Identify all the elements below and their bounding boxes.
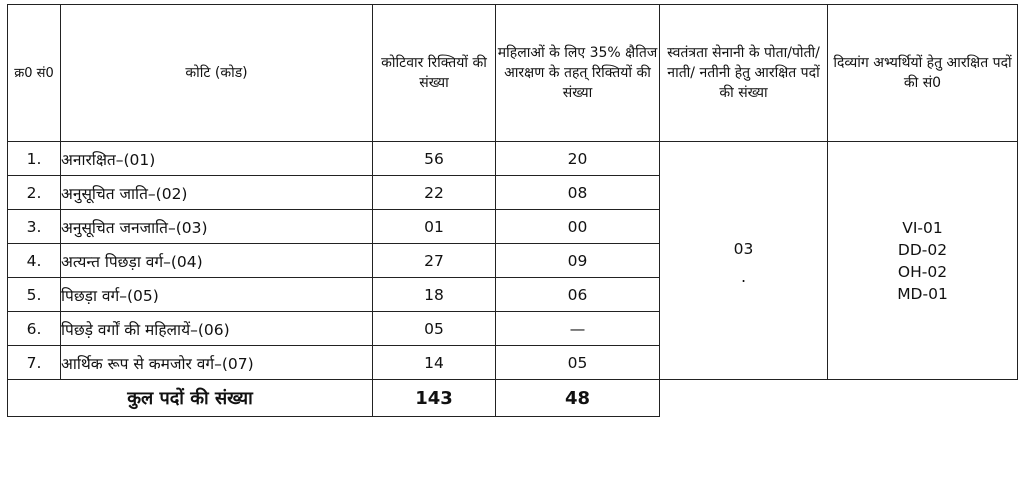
divyang-cell	[828, 142, 1018, 380]
divyang-item: MD-01	[897, 284, 948, 303]
row-vacancies: 56	[373, 142, 496, 176]
row-category: पिछड़ा वर्ग–(05)	[61, 278, 373, 312]
row-vacancies: 05	[373, 312, 496, 346]
row-category: अनुसूचित जाति–(02)	[61, 176, 373, 210]
row-sno: 4.	[8, 244, 61, 278]
row-sno: 7.	[8, 346, 61, 380]
freedom-fighter-total: 03	[733, 239, 754, 258]
divyang-item: VI-01	[902, 218, 943, 237]
header-sno: क्र0 सं0	[8, 5, 61, 142]
row-vacancies: 14	[373, 346, 496, 380]
row-women: —	[496, 312, 660, 346]
divyang-item: DD-02	[897, 240, 948, 259]
row-vacancies: 22	[373, 176, 496, 210]
row-sno: 2.	[8, 176, 61, 210]
header-row	[8, 5, 1018, 142]
row-vacancies: 27	[373, 244, 496, 278]
row-women: 05	[496, 346, 660, 380]
header-divyang: दिव्यांग अभ्यर्थियों हेतु आरक्षित पदों की सं0	[828, 5, 1018, 142]
divyang-item: OH-02	[897, 262, 948, 281]
row-vacancies: 01	[373, 210, 496, 244]
header-category: कोटि (कोड)	[61, 5, 373, 142]
row-women: 00	[496, 210, 660, 244]
freedom-fighter-mark: .	[740, 266, 747, 286]
row-category: पिछड़े वर्गों की महिलायें–(06)	[61, 312, 373, 346]
total-label: कुल पदों की संख्या	[8, 380, 373, 417]
header-category-vacancies: कोटिवार रिक्तियों की संख्या	[373, 5, 496, 142]
vacancy-table	[7, 4, 1018, 417]
row-sno: 1.	[8, 142, 61, 176]
total-vacancies: 143	[373, 380, 496, 417]
table-row	[8, 142, 1018, 176]
row-sno: 3.	[8, 210, 61, 244]
row-category: अत्यन्त पिछड़ा वर्ग–(04)	[61, 244, 373, 278]
row-sno: 6.	[8, 312, 61, 346]
total-women: 48	[496, 380, 660, 417]
row-women: 09	[496, 244, 660, 278]
row-women: 06	[496, 278, 660, 312]
row-category: अनारक्षित–(01)	[61, 142, 373, 176]
freedom-fighter-cell	[660, 142, 828, 380]
row-vacancies: 18	[373, 278, 496, 312]
header-freedom-fighter: स्वतंत्रता सेनानी के पोता/पोती/नाती/ नतीनी हेतु आरक्षित पदों की संख्या	[660, 5, 828, 142]
row-women: 20	[496, 142, 660, 176]
row-category: अनुसूचित जनजाति–(03)	[61, 210, 373, 244]
row-sno: 5.	[8, 278, 61, 312]
total-row	[8, 380, 1018, 417]
row-category: आर्थिक रूप से कमजोर वर्ग–(07)	[61, 346, 373, 380]
header-women-reservation: महिलाओं के लिए 35% क्षैतिज आरक्षण के तहत् रिक्तियों की संख्या	[496, 5, 660, 142]
row-women: 08	[496, 176, 660, 210]
